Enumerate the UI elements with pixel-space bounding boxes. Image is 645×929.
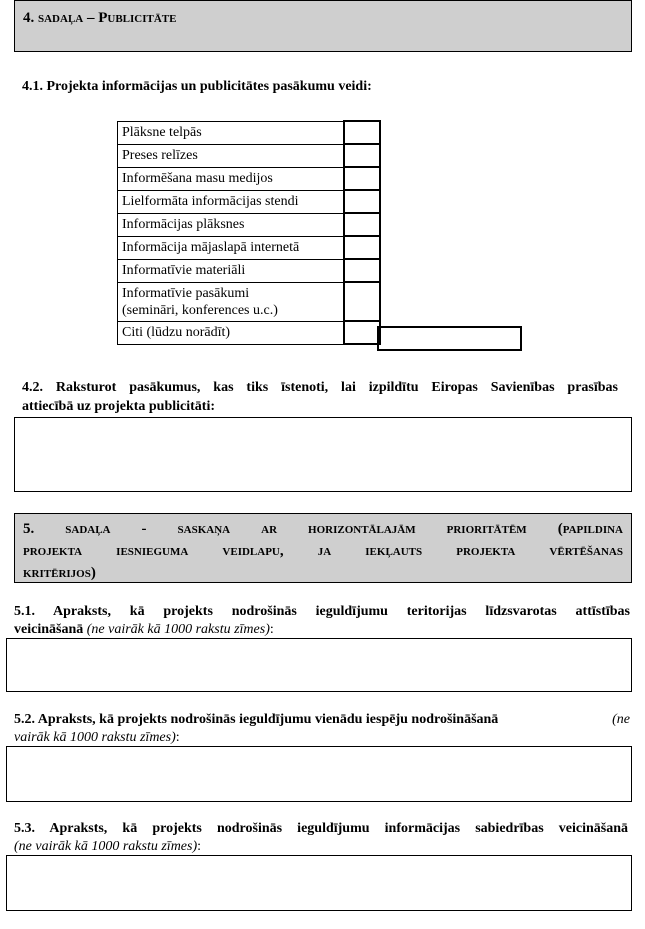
question-5-2-note-start: (ne: [612, 712, 630, 727]
section-4-header: [14, 0, 632, 52]
option-label: Preses relīzes: [118, 144, 345, 167]
question-5-2-bold: 5.2. Apraksts, kā projekts nodrošinās ieguldījumu vienādu iespēju nodrošināšanā: [14, 712, 499, 727]
checkbox-masu-medijos[interactable]: [344, 167, 380, 190]
option-label: [118, 282, 345, 321]
option-label: Informācija mājaslapā internetā: [118, 236, 345, 259]
table-row: [118, 190, 381, 213]
question-4-2-title-line1: 4.2. Raksturot pasākumus, kas tiks īstenoti, lai izpildītu Eiropas Savienības prasības: [22, 380, 618, 395]
question-5-2-answer-field[interactable]: [6, 746, 632, 802]
option-label: Lielformāta informācijas stendi: [118, 190, 345, 213]
question-5-2-title-line2: [14, 728, 180, 748]
option-label: Informatīvie materiāli: [118, 259, 345, 282]
section-5-title-line3: kritērijos): [23, 565, 96, 581]
question-5-1-note: (ne vairāk kā 1000 rakstu zīmes): [86, 622, 270, 637]
table-row: [118, 321, 381, 344]
question-5-2-title-line1: [14, 710, 630, 730]
option-label: Informēšana masu medijos: [118, 167, 345, 190]
question-5-1-colon: :: [269, 622, 274, 637]
question-4-2-answer-field[interactable]: [14, 417, 632, 492]
table-row: [118, 167, 381, 190]
question-5-2-note-end: vairāk kā 1000 rakstu zīmes): [14, 730, 176, 745]
option-label: Plāksne telpās: [118, 121, 345, 144]
question-5-1-bold: veicināšanā: [14, 622, 84, 637]
section-4-title: 4. sadaļa – Publicitāte: [23, 10, 177, 26]
table-row: [118, 144, 381, 167]
table-row: [118, 259, 381, 282]
checkbox-citi[interactable]: [344, 321, 380, 344]
question-4-2-title-line2: attiecībā uz projekta publicitāti:: [22, 399, 216, 414]
question-5-1-title-line2: [14, 620, 274, 640]
table-row: [118, 121, 381, 144]
question-5-3-title-line2: [14, 837, 201, 857]
table-row: [118, 213, 381, 236]
option-label-line: (semināri, konferences u.c.): [122, 302, 278, 318]
table-row: [118, 282, 381, 321]
option-label: Citi (lūdzu norādīt): [118, 321, 345, 344]
checkbox-pasakumi[interactable]: [344, 282, 380, 321]
checkbox-plaksne-telpas[interactable]: [344, 121, 380, 144]
question-5-2-colon: :: [175, 730, 180, 745]
checkbox-materiali[interactable]: [344, 259, 380, 282]
question-5-1-answer-field[interactable]: [6, 638, 632, 692]
option-label: Informācijas plāksnes: [118, 213, 345, 236]
checkbox-stendi[interactable]: [344, 190, 380, 213]
section-5-title-line1: 5. sadaļa - saskaņa ar horizontālajām prioritātēm (papildina: [23, 521, 623, 537]
question-5-3-title-line1: 5.3. Apraksts, kā projekts nodrošinās ieguldījumu informācijas sabiedrības veicināšanā: [14, 821, 628, 836]
other-specify-field[interactable]: [377, 326, 522, 351]
option-label-line: Informatīvie pasākumi: [122, 285, 250, 301]
publicity-types-table: [117, 120, 381, 345]
question-5-3-note: (ne vairāk kā 1000 rakstu zīmes): [14, 839, 198, 854]
section-5-title-line2: projekta iesnieguma veidlapu, ja iekļauts projekta vērtēšanas: [23, 543, 623, 559]
question-5-3-colon: :: [197, 839, 202, 854]
table-row: [118, 236, 381, 259]
question-4-1-title: 4.1. Projekta informācijas un publicitātes pasākumu veidi:: [22, 79, 372, 94]
checkbox-preses-relizes[interactable]: [344, 144, 380, 167]
question-5-1-title-line1: 5.1. Apraksts, kā projekts nodrošinās ieguldījumu teritorijas līdzsvarotas attīstības: [14, 604, 630, 619]
checkbox-majaslapa[interactable]: [344, 236, 380, 259]
section-5-header: [14, 513, 632, 583]
question-5-3-answer-field[interactable]: [6, 855, 632, 911]
checkbox-plaksnes[interactable]: [344, 213, 380, 236]
